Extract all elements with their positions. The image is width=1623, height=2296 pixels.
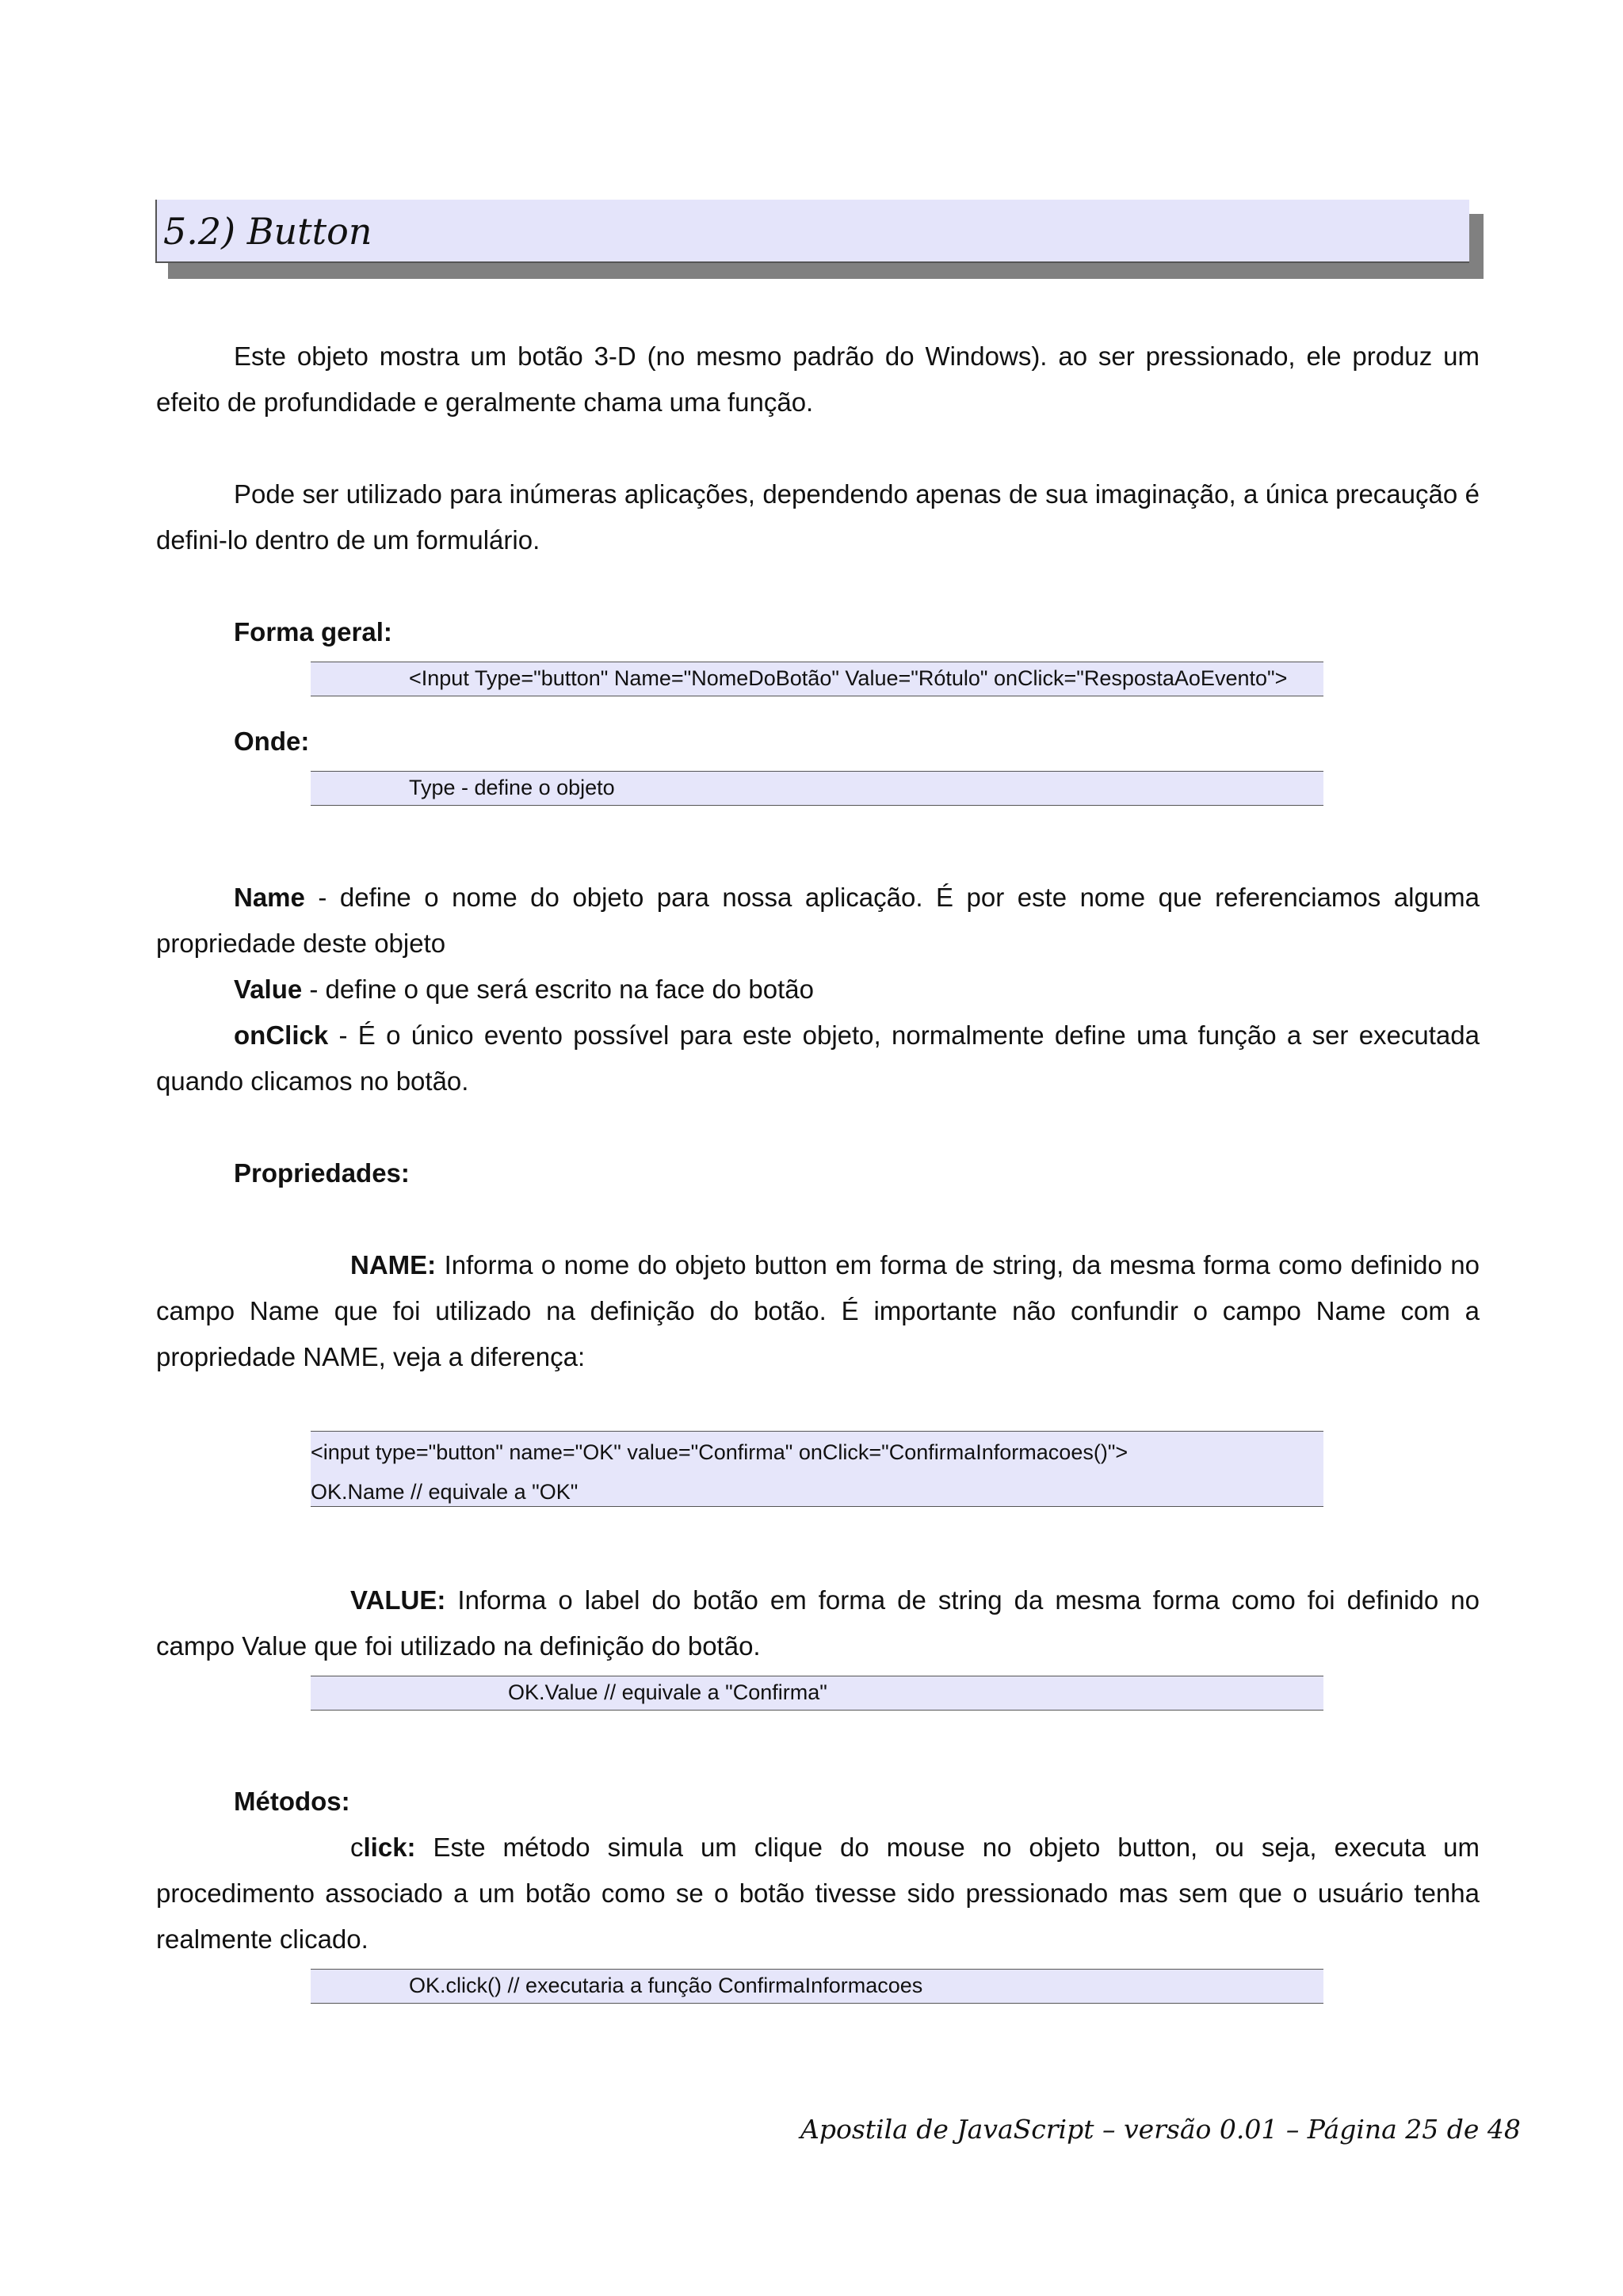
section-heading (155, 200, 1471, 265)
value-attribute-desc: - define o que será escrito na face do botão (302, 974, 814, 1004)
forma-geral-label: Forma geral: (234, 617, 392, 646)
forma-geral-code-box (311, 662, 1323, 696)
name-attribute-term: Name (234, 883, 305, 912)
onde-code: Type - define o objeto (409, 776, 615, 799)
name-property-term: NAME: (350, 1250, 437, 1280)
name-property-code-line-1: <input type="button" name="OK" value="Confirma" onClick="ConfirmaInformacoes()"> (311, 1440, 1128, 1464)
value-property-code: OK.Value // equivale a "Confirma" (508, 1680, 827, 1704)
value-property-code-box (311, 1676, 1323, 1711)
name-property-desc: Informa o nome do objeto button em forma de string, da mesma forma como definido no campo Name que foi utilizado na definição do botão. É importante não confundir o campo Name com a propriedade NAME, veja a diferença: (156, 1250, 1480, 1371)
intro-paragraph-2 (156, 471, 1480, 563)
name-property-paragraph (156, 1242, 1480, 1380)
onclick-attribute-paragraph (156, 1013, 1480, 1104)
intro-paragraph-2-text: Pode ser utilizado para inúmeras aplicações, dependendo apenas de sua imaginação, a única precaução é defini-lo dentro de um formulário. (156, 479, 1480, 555)
intro-paragraph-1 (156, 334, 1480, 425)
name-attribute-desc: - define o nome do objeto para nossa aplicação. É por este nome que referenciamos alguma propriedade deste objeto (156, 883, 1480, 958)
value-property-paragraph (156, 1577, 1480, 1669)
value-property-desc: Informa o label do botão em forma de string da mesma forma como foi definido no campo Value que foi utilizado na definição do botão. (156, 1585, 1480, 1661)
page-footer: Apostila de JavaScript – versão 0.01 – Página 25 de 48 (800, 2114, 1521, 2145)
onde-label: Onde: (234, 727, 310, 756)
name-property-code-line-2: OK.Name // equivale a "OK" (311, 1480, 579, 1504)
metodos-label: Métodos: (234, 1787, 350, 1816)
onclick-attribute-term: onClick (234, 1020, 329, 1050)
name-attribute-paragraph (156, 875, 1480, 967)
click-method-code-box (311, 1969, 1323, 2004)
value-attribute-term: Value (234, 974, 303, 1004)
onclick-attribute-desc: - É o único evento possível para este objeto, normalmente define uma função a ser executada quando clicamos no botão. (156, 1020, 1480, 1096)
section-title: 5.2) Button (155, 200, 1469, 263)
click-method-code: OK.click() // executaria a função ConfirmaInformacoes (409, 1974, 923, 1997)
name-property-code-box (311, 1431, 1323, 1507)
click-method-term-bold: lick: (363, 1833, 416, 1862)
click-method-desc: Este método simula um clique do mouse no objeto button, ou seja, executa um procedimento associado a um botão como se o botão tivesse sido pressionado mas sem que o usuário tenha realmente clicado. (156, 1833, 1480, 1954)
value-property-term: VALUE: (350, 1585, 446, 1615)
click-method-paragraph (156, 1825, 1480, 1962)
onde-code-box (311, 771, 1323, 806)
value-attribute-line (156, 967, 814, 1013)
intro-paragraph-1-text: Este objeto mostra um botão 3-D (no mesmo padrão do Windows). ao ser pressionado, ele produz um efeito de profundidade e geralmente chama uma função. (156, 341, 1480, 417)
click-method-term-plain: c (350, 1833, 364, 1862)
forma-geral-code: <Input Type="button" Name="NomeDoBotão" Value="Rótulo" onClick="RespostaAoEvento"> (409, 666, 1288, 690)
propriedades-label: Propriedades: (234, 1158, 410, 1188)
